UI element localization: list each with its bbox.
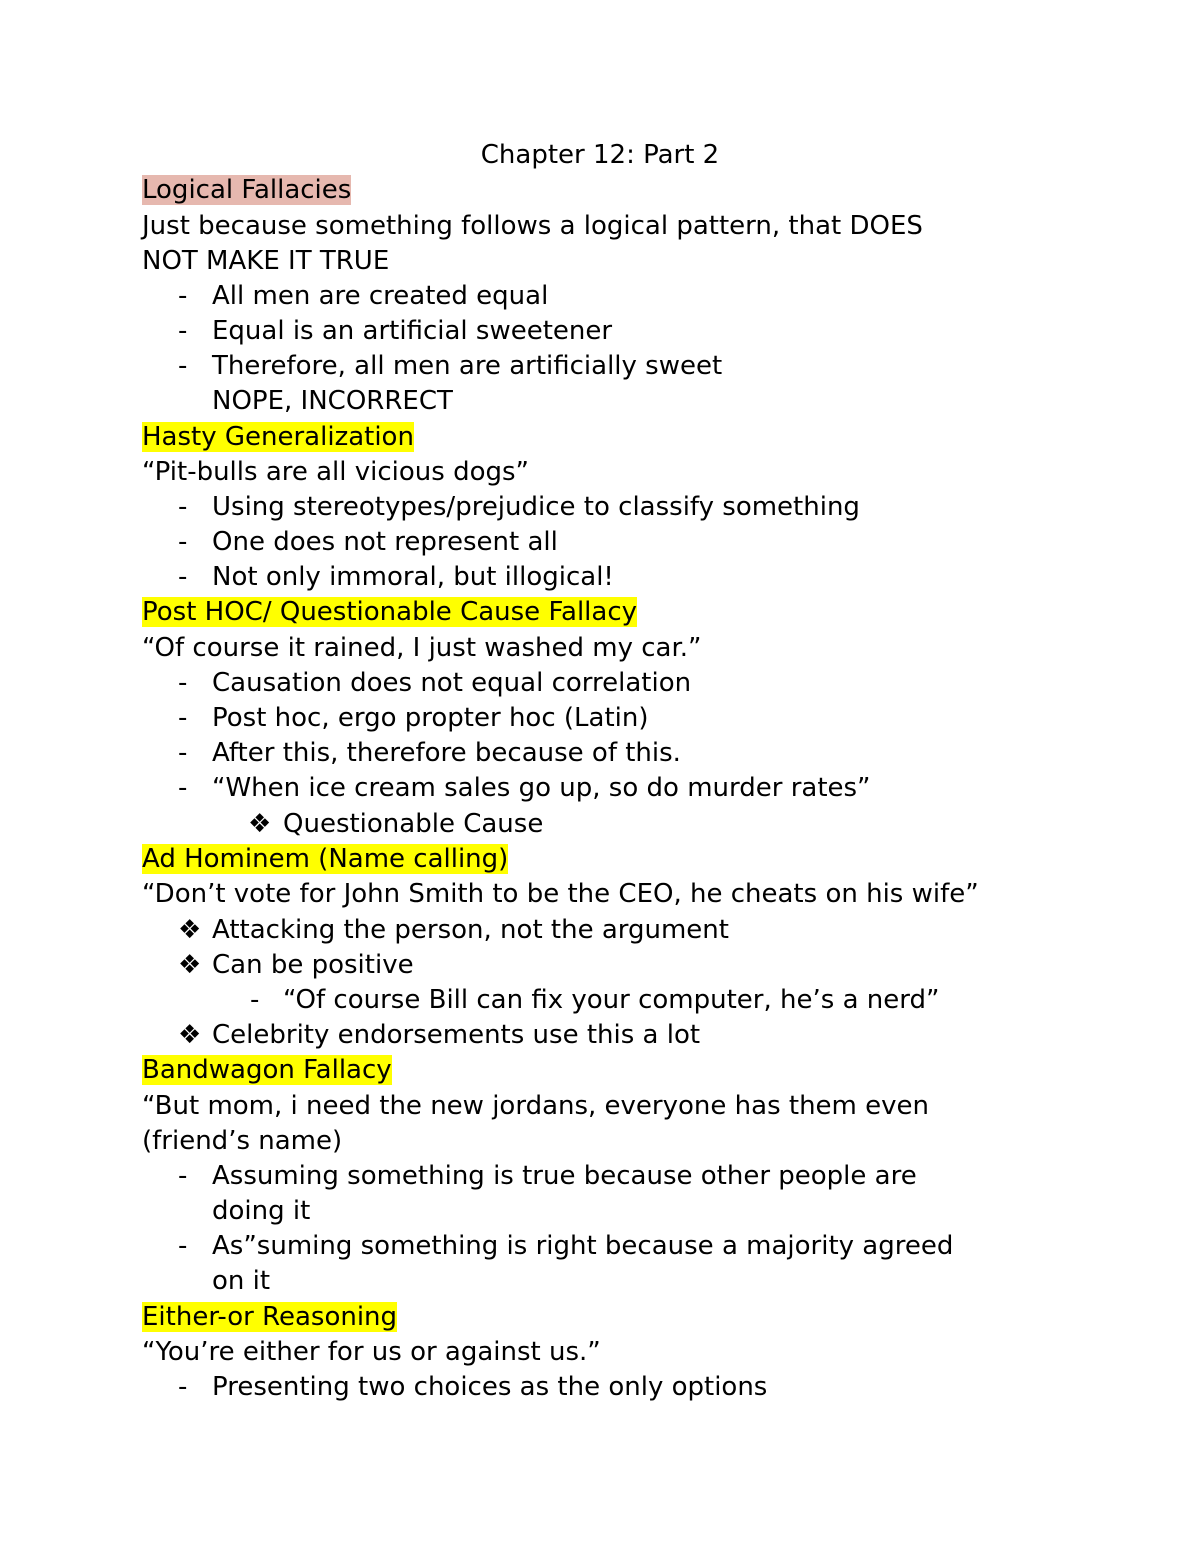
intro-text: Just because something follows a logical pattern, that DOES <box>142 211 923 241</box>
section-heading: Bandwagon Fallacy <box>142 1055 392 1085</box>
dash-bullet: - <box>178 562 188 592</box>
dash-bullet: - <box>178 773 188 803</box>
bullet-item: One does not represent all <box>212 527 558 557</box>
intro-text: NOT MAKE IT TRUE <box>142 246 390 276</box>
dash-bullet: - <box>178 527 188 557</box>
dash-bullet: - <box>250 985 260 1015</box>
bullet-item: Assuming something is true because other people are <box>212 1161 917 1191</box>
quote-example: “Don’t vote for John Smith to be the CEO, he cheats on his wife” <box>142 879 979 909</box>
diamond-bullet-icon: ❖ <box>178 915 202 945</box>
diamond-bullet-icon: ❖ <box>248 809 272 839</box>
dash-bullet: - <box>178 1231 188 1261</box>
section-heading: Logical Fallacies <box>142 175 352 205</box>
dash-bullet: - <box>178 738 188 768</box>
bullet-item: Equal is an artificial sweetener <box>212 316 613 346</box>
dash-bullet: - <box>178 1161 188 1191</box>
dash-bullet: - <box>178 492 188 522</box>
bullet-item: Can be positive <box>212 950 414 980</box>
bullet-item: Post hoc, ergo propter hoc (Latin) <box>212 703 649 733</box>
bullet-item: As”suming something is right because a majority agreed <box>212 1231 954 1261</box>
dash-bullet: - <box>178 281 188 311</box>
bullet-item: Presenting two choices as the only options <box>212 1372 768 1402</box>
dash-bullet: - <box>178 1372 188 1402</box>
section-heading: Hasty Generalization <box>142 422 414 452</box>
bullet-item: Causation does not equal correlation <box>212 668 692 698</box>
quote-example: “Of course it rained, I just washed my car.” <box>142 633 702 663</box>
bullet-continuation: NOPE, INCORRECT <box>212 386 453 416</box>
bullet-item: Therefore, all men are artificially sweet <box>212 351 723 381</box>
bullet-item: “When ice cream sales go up, so do murder rates” <box>212 773 871 803</box>
bullet-item: Not only immoral, but illogical! <box>212 562 614 592</box>
bullet-item: Using stereotypes/prejudice to classify something <box>212 492 860 522</box>
page-title: Chapter 12: Part 2 <box>480 140 720 170</box>
bullet-continuation: doing it <box>212 1196 311 1226</box>
sub-bullet-item: Questionable Cause <box>283 809 544 839</box>
sub-bullet-item: “Of course Bill can fix your computer, he’s a nerd” <box>283 985 940 1015</box>
dash-bullet: - <box>178 703 188 733</box>
bullet-item: Attacking the person, not the argument <box>212 915 729 945</box>
quote-example: “Pit-bulls are all vicious dogs” <box>142 457 530 487</box>
dash-bullet: - <box>178 668 188 698</box>
bullet-item: All men are created equal <box>212 281 549 311</box>
bullet-item: After this, therefore because of this. <box>212 738 681 768</box>
quote-example: (friend’s name) <box>142 1126 343 1156</box>
section-heading: Either-or Reasoning <box>142 1302 398 1332</box>
quote-example: “But mom, i need the new jordans, everyone has them even <box>142 1091 929 1121</box>
dash-bullet: - <box>178 351 188 381</box>
dash-bullet: - <box>178 316 188 346</box>
bullet-item: Celebrity endorsements use this a lot <box>212 1020 701 1050</box>
diamond-bullet-icon: ❖ <box>178 950 202 980</box>
section-heading: Ad Hominem (Name calling) <box>142 844 509 874</box>
section-heading: Post HOC/ Questionable Cause Fallacy <box>142 597 638 627</box>
diamond-bullet-icon: ❖ <box>178 1020 202 1050</box>
bullet-continuation: on it <box>212 1266 271 1296</box>
quote-example: “You’re either for us or against us.” <box>142 1337 601 1367</box>
